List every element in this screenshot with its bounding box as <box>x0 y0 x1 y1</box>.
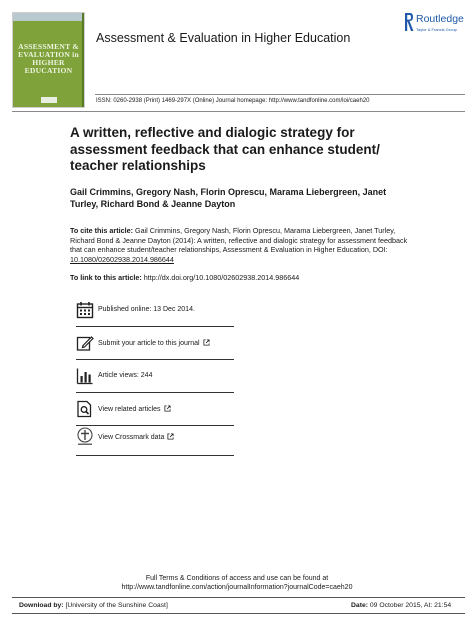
terms-notice <box>0 574 474 592</box>
link-label: To link to this article: <box>70 273 142 282</box>
date-value: 09 October 2015, At: 21:54 <box>369 602 452 609</box>
journal-title[interactable]: Assessment & Evaluation in Higher Education <box>96 31 351 45</box>
crossmark-row[interactable] <box>76 425 234 456</box>
citation-block <box>70 226 410 265</box>
header-divider <box>95 94 465 95</box>
crossmark-icon <box>76 427 94 447</box>
published-online-row <box>76 299 234 327</box>
terms-url[interactable]: http://www.tandfonline.com/action/journalInformation?journalCode=caeh20 <box>121 584 353 591</box>
article-link-line <box>70 273 410 282</box>
external-link-icon <box>167 433 174 440</box>
download-date <box>351 602 451 609</box>
search-document-icon <box>76 400 94 418</box>
article-views-label: Article views: 244 <box>98 372 153 379</box>
crossmark-link[interactable]: View Crossmark data <box>98 433 174 441</box>
publisher-subtitle: Taylor & Francis Group <box>416 27 457 32</box>
cite-doi-link[interactable]: 10.1080/02602938.2014.986644 <box>70 255 174 265</box>
article-views-row <box>76 365 234 393</box>
external-link-icon <box>164 405 171 412</box>
submit-article-row[interactable] <box>76 332 234 360</box>
download-info <box>19 602 168 609</box>
article-authors: Gail Crimmins, Gregory Nash, Florin Oprescu, Marama Liebergreen, Janet Turley, Richard Bond & Jeanne Dayton <box>70 187 387 209</box>
external-link-icon <box>203 339 210 346</box>
cover-title: ASSESSMENT & EVALUATION in HIGHER EDUCATION <box>18 42 79 75</box>
journal-cover <box>12 12 85 108</box>
routledge-r-icon <box>404 12 414 32</box>
download-value: [University of the Sunshine Coast] <box>65 602 168 609</box>
cite-text: Gail Crimmins, Gregory Nash, Florin Oprescu, Marama Liebergreen, Janet Turley, Richard Bond & Jeanne Dayton (2014): A written, reflective and dialogic strategy for assessment feedback that can enhance student/teacher relationships, Assessment & Evaluation in Higher Education, DOI: <box>70 226 408 255</box>
published-online-label: Published online: 13 Dec 2014. <box>98 306 195 313</box>
footer-divider <box>12 597 465 598</box>
calendar-icon <box>76 301 94 319</box>
header-bottom-divider <box>12 111 465 112</box>
related-articles-row[interactable] <box>76 398 234 426</box>
submit-article-link[interactable]: Submit your article to this journal <box>98 339 210 347</box>
publisher-logo[interactable] <box>404 12 464 34</box>
edit-icon <box>76 334 94 352</box>
footer-bottom-divider <box>12 613 465 614</box>
terms-line: Full Terms & Conditions of access and use can be found at <box>145 575 329 582</box>
publisher-name: Routledge <box>416 13 464 25</box>
related-articles-link[interactable]: View related articles <box>98 405 171 413</box>
bar-chart-icon <box>76 367 94 385</box>
article-title: A written, reflective and dialogic strategy for assessment feedback that can enhance student/ teacher relationships <box>70 125 380 173</box>
download-label: Download by: <box>19 602 64 609</box>
article-doi-link[interactable]: http://dx.doi.org/10.1080/02602938.2014.986644 <box>143 273 300 282</box>
issn-line: ISSN: 0260-2938 (Print) 1469-297X (Online) Journal homepage: http://www.tandfonline.com/loi/caeh20 <box>96 98 370 104</box>
cite-label: To cite this article: <box>70 226 133 235</box>
date-label: Date: <box>351 602 368 609</box>
